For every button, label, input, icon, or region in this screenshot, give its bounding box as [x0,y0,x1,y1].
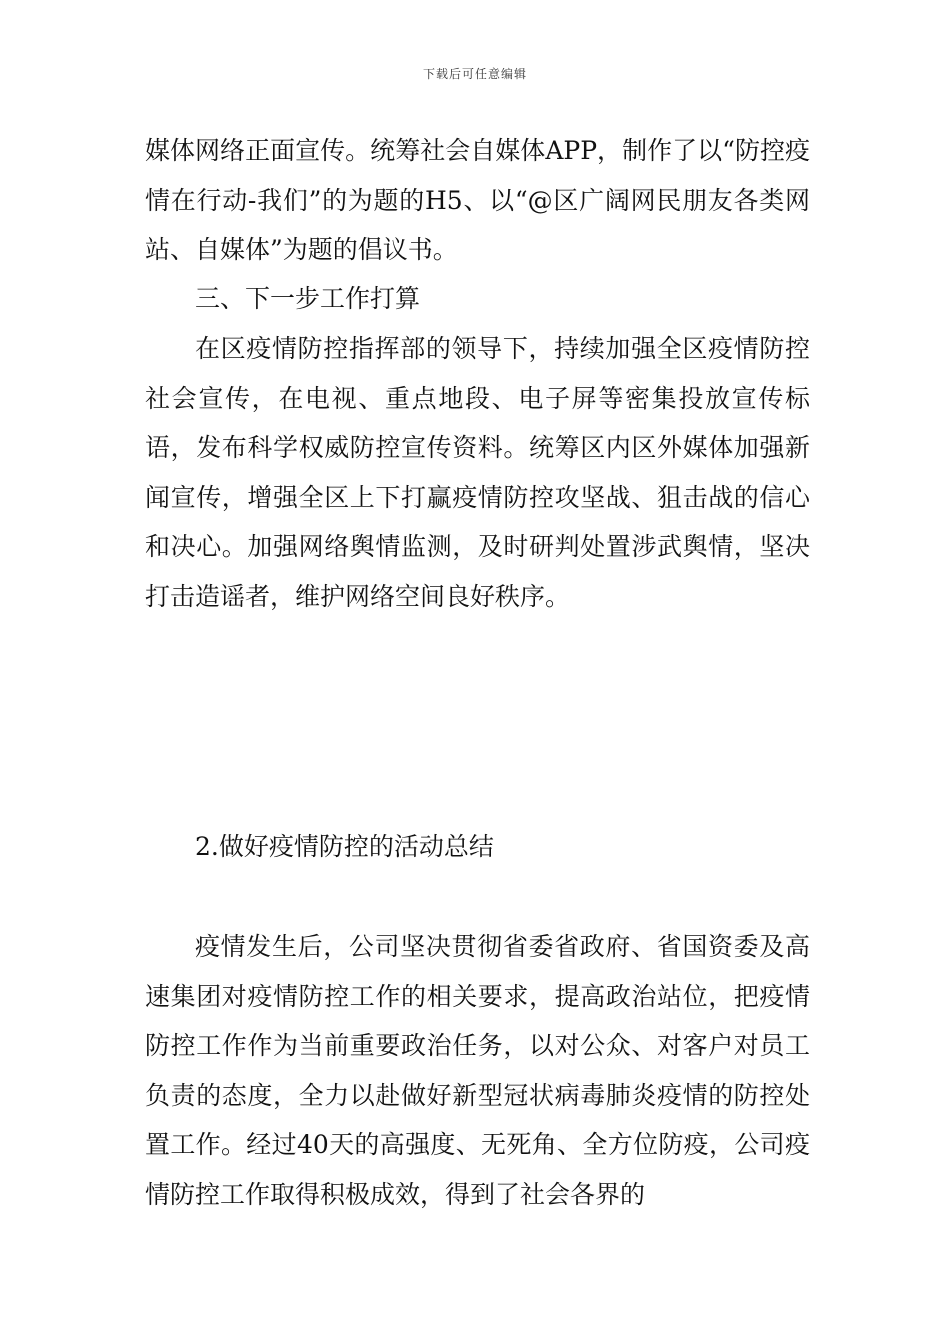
paragraph-summary-intro: 疫情发生后，公司坚决贯彻省委省政府、省国资委及高速集团对疫情防控工作的相关要求，提高政治站位，把疫情防控工作作为当前重要政治任务，以对公众、对客户对员工负责的态度，全力以赴做好新型冠状病毒肺炎疫情的防控处置工作。经过40天的高强度、无死角、全方位防疫，公司疫情防控工作取得积极成效，得到了社会各界的 [145,932,810,1209]
header-note: 下载后可任意编辑 [422,67,527,81]
paragraph-continued: 媒体网络正面宣传。统筹社会自媒体APP，制作了以“防控疫情在行动-我们”的为题的H5、以“@区广阔网民朋友各类网站、自媒体”为题的倡议书。 [145,136,810,264]
section-title-summary: 2.做好疫情防控的活动总结 [195,832,494,861]
paragraph-next-steps: 在区疫情防控指挥部的领导下，持续加强全区疫情防控社会宣传，在电视、重点地段、电子屏等密集投放宣传标语，发布科学权威防控宣传资料。统筹区内区外媒体加强新闻宣传，增强全区上下打赢疫情防控攻坚战、狙击战的信心和决心。加强网络舆情监测，及时研判处置涉武舆情，坚决打击造谣者，维护网络空间良好秩序。 [145,334,810,611]
section-heading-next-steps: 三、下一步工作打算 [195,284,421,313]
